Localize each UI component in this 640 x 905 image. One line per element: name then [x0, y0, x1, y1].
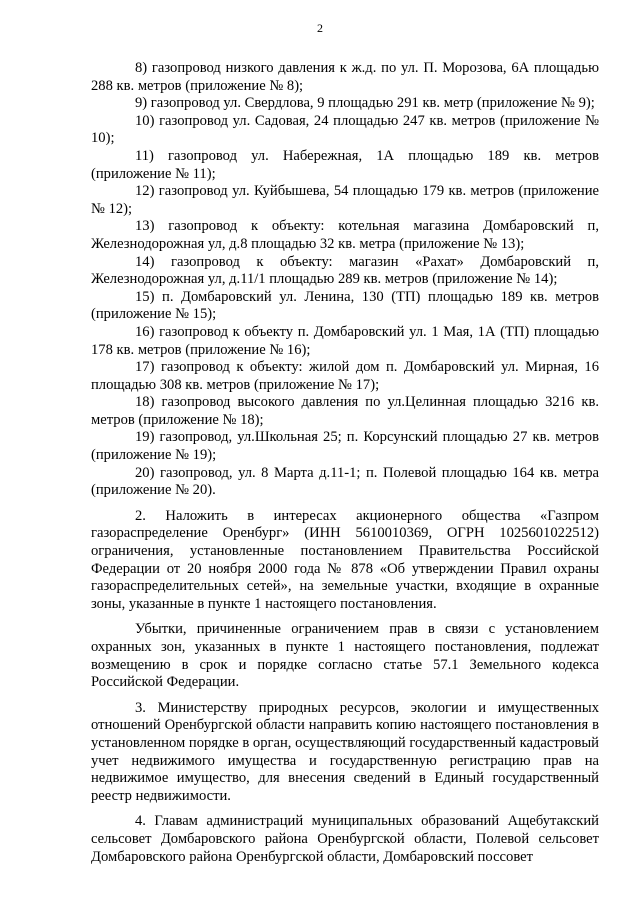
paragraph-gap — [91, 692, 599, 700]
list-item: 17) газопровод к объекту: жилой дом п. Домбаровский ул. Мирная, 16 площадью 308 кв. метров (приложение № 17); — [91, 359, 599, 393]
paragraph-heads: 4. Главам администраций муниципальных образований Ащебутакский сельсовет Домбаровского района Оренбургской области, Полевой сельсовет Домбаровского района Оренбургской области, Домбаровский поссовет — [91, 813, 599, 865]
paragraph-gap — [91, 613, 599, 621]
list-item: 18) газопровод высокого давления по ул.Целинная площадью 3216 кв. метров (приложение № 18); — [91, 394, 599, 428]
paragraph-ministry: 3. Министерству природных ресурсов, экологии и имущественных отношений Оренбургской области направить копию настоящего постановления в установленном порядке в орган, осуществляющий государственный кадастровый учет недвижимого имущества и государственную регистрацию прав на недвижимое имущество, для внесения сведений в Единый государственный реестр недвижимости. — [91, 699, 599, 804]
list-item: 12) газопровод ул. Куйбышева, 54 площадью 179 кв. метров (приложение № 12); — [91, 183, 599, 217]
list-item: 8) газопровод низкого давления к ж.д. по ул. П. Морозова, 6А площадью 288 кв. метров (приложение № 8); — [91, 60, 599, 94]
paragraph-restrictions: 2. Наложить в интересах акционерного общества «Газпром газораспределение Оренбург» (ИНН 5610010369, ОГРН 1025601022512) ограничения, установленные постановлением Правительства Российской Федерации от 20 ноября 2000 года № 878 «Об утверждении Правил охраны газораспределительных сетей», на земельные участки, входящие в охранные зоны, указанные в пункте 1 настоящего постановления. — [91, 507, 599, 612]
page-number: 2 — [317, 21, 323, 35]
pipeline-list — [91, 60, 599, 500]
paragraph-gap — [91, 805, 599, 813]
list-item: 11) газопровод ул. Набережная, 1А площадью 189 кв. метров (приложение № 11); — [91, 147, 599, 182]
list-item: 10) газопровод ул. Садовая, 24 площадью 247 кв. метров (приложение № 10); — [91, 112, 599, 147]
list-item: 20) газопровод, ул. 8 Марта д.11-1; п. Полевой площадью 164 кв. метра (приложение № 20). — [91, 464, 599, 499]
paragraph-gap — [91, 500, 599, 508]
document-body — [91, 60, 599, 866]
list-item: 16) газопровод к объекту п. Домбаровский ул. 1 Мая, 1А (ТП) площадью 178 кв. метров (приложение № 16); — [91, 323, 599, 358]
paragraph-losses: Убытки, причиненные ограничением прав в связи с установлением охранных зон, указанных в пункте 1 настоящего постановления, подлежат возмещению в срок и порядке согласно статье 57.1 Земельного кодекса Российской Федерации. — [91, 621, 599, 691]
list-item: 19) газопровод, ул.Школьная 25; п. Корсунский площадью 27 кв. метров (приложение № 19); — [91, 429, 599, 464]
list-item: 13) газопровод к объекту: котельная магазина Домбаровский п, Железнодорожная ул, д.8 площадью 32 кв. метра (приложение № 13); — [91, 218, 599, 252]
list-item: 15) п. Домбаровский ул. Ленина, 130 (ТП) площадью 189 кв. метров (приложение № 15); — [91, 288, 599, 323]
list-item: 9) газопровод ул. Свердлова, 9 площадью 291 кв. метр (приложение № 9); — [135, 95, 595, 112]
list-item: 14) газопровод к объекту: магазин «Рахат» Домбаровский п, Железнодорожная ул, д.11/1 площадью 289 кв. метров (приложение № 14); — [91, 253, 599, 288]
